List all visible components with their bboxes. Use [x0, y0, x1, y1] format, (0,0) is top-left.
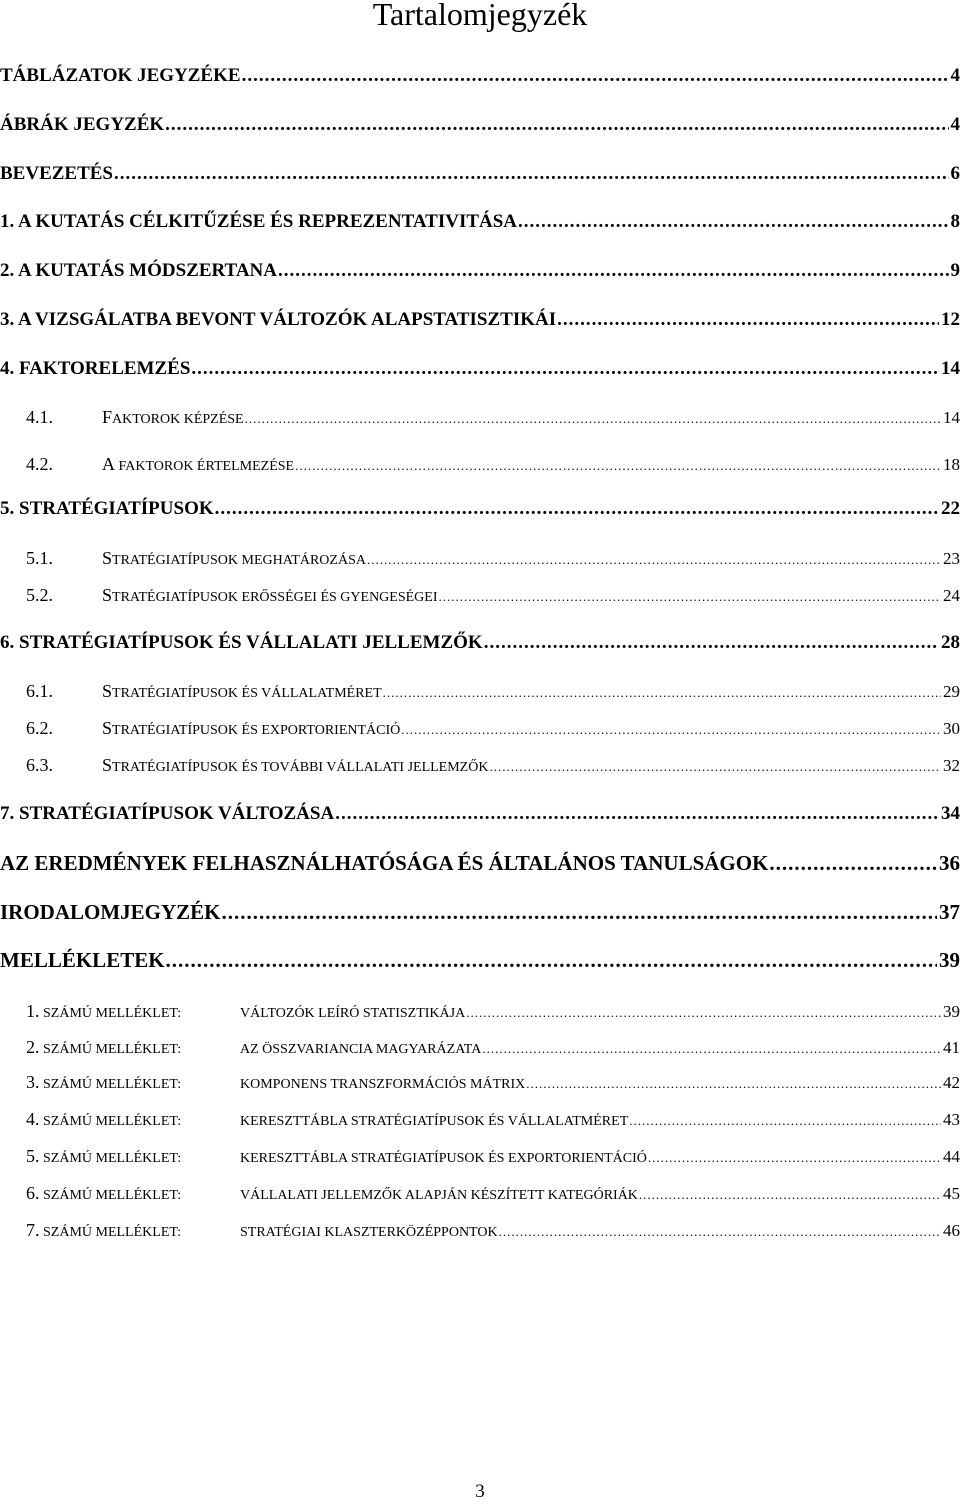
- section-number: 6.2.: [26, 718, 53, 738]
- toc-page-number: 24: [943, 586, 960, 605]
- dot-leader: [295, 454, 941, 478]
- toc-page-number: 14: [941, 358, 960, 379]
- toc-page-number: 39: [939, 948, 960, 972]
- toc-entry-label: [0, 999, 466, 1026]
- toc-entry-chapter-1[interactable]: [0, 210, 960, 234]
- dot-leader: [191, 357, 939, 381]
- toc-entry-label: MELLÉKLETEK: [0, 948, 165, 972]
- annex-index: 2.: [26, 1037, 40, 1057]
- toc-entry-chapter-7[interactable]: [0, 802, 960, 826]
- annex-title: KOMPONENS TRANSZFORMÁCIÓS MÁTRIX: [240, 1077, 526, 1092]
- toc-entry-section-6-2[interactable]: [0, 716, 960, 743]
- toc-page-number: 23: [943, 549, 960, 568]
- dot-leader: [245, 407, 941, 431]
- annex-prefix: SZÁMÚ MELLÉKLET:: [39, 1225, 182, 1240]
- annex-number: [0, 1144, 240, 1171]
- toc-entry-label: 7. STRATÉGIATÍPUSOK VÁLTOZÁSA: [0, 803, 335, 824]
- toc-entry-chapter-3[interactable]: [0, 308, 960, 332]
- toc-entry-label: [0, 583, 439, 610]
- toc-page-number: 4: [950, 114, 960, 135]
- toc-page-number: 46: [943, 1221, 960, 1240]
- toc-annex-7[interactable]: [0, 1218, 960, 1245]
- toc-page-number: 9: [950, 260, 960, 281]
- toc-entry-label: 6. STRATÉGIATÍPUSOK ÉS VÁLLALATI JELLEMZŐK: [0, 632, 483, 653]
- toc-entry-section-4-1[interactable]: [0, 405, 960, 432]
- annex-number: [0, 999, 240, 1026]
- annex-number: [0, 1181, 240, 1208]
- toc-page-number: 45: [943, 1184, 960, 1203]
- initial-cap: S: [102, 548, 113, 568]
- annex-prefix: SZÁMÚ MELLÉKLET:: [39, 1114, 182, 1129]
- annex-title: STRATÉGIAI KLASZTERKÖZÉPPONTOK: [240, 1225, 498, 1240]
- toc-annex-3[interactable]: [0, 1070, 960, 1097]
- toc-entry-label: [0, 1181, 639, 1208]
- toc-page-number: 6: [950, 163, 960, 184]
- annex-index: 4.: [26, 1109, 40, 1129]
- toc-page-number: 29: [943, 682, 960, 701]
- annex-prefix: SZÁMÚ MELLÉKLET:: [39, 1151, 182, 1166]
- dot-leader: [526, 1072, 941, 1096]
- toc-page-number: 32: [943, 756, 960, 775]
- dot-leader: [367, 548, 941, 572]
- toc-entry-label: ÁBRÁK JEGYZÉK: [0, 114, 165, 135]
- dot-leader: [482, 1037, 941, 1061]
- toc-page-number: 42: [943, 1073, 960, 1092]
- initial-cap: S: [102, 585, 113, 605]
- toc-entry-section-5-1[interactable]: [0, 546, 960, 573]
- toc-annex-2[interactable]: [0, 1035, 960, 1062]
- toc-annex-1[interactable]: [0, 999, 960, 1026]
- annex-index: 6.: [26, 1183, 40, 1203]
- page-title: Tartalomjegyzék: [372, 0, 588, 32]
- annex-title: AZ ÖSSZVARIANCIA MAGYARÁZATA: [240, 1042, 482, 1057]
- toc-entry-label: [0, 452, 295, 479]
- toc-page-number: 43: [943, 1110, 960, 1129]
- annex-title: KERESZTTÁBLA STRATÉGIATÍPUSOK ÉS VÁLLALATMÉRET: [240, 1114, 629, 1129]
- section-number: 5.1.: [26, 548, 53, 568]
- toc-entry-label: [0, 405, 245, 432]
- toc-entry-label: [0, 716, 401, 743]
- annex-index: 5.: [26, 1146, 40, 1166]
- toc-entry-section-6-3[interactable]: [0, 753, 960, 780]
- dot-leader: [639, 1183, 941, 1207]
- dot-leader: [557, 308, 939, 332]
- small-caps-text: TRATÉGIATÍPUSOK MEGHATÁROZÁSA: [112, 553, 366, 568]
- dot-leader: [335, 802, 939, 826]
- toc-page-number: 28: [941, 632, 960, 653]
- toc-entry-chapter-5[interactable]: [0, 497, 960, 521]
- annex-number: [0, 1107, 240, 1134]
- small-caps-text: TRATÉGIATÍPUSOK ÉS VÁLLALATMÉRET: [112, 686, 382, 701]
- annex-prefix: SZÁMÚ MELLÉKLET:: [39, 1077, 182, 1092]
- initial-cap: F: [102, 407, 113, 427]
- dot-leader: [166, 947, 937, 973]
- toc-entry-irodalomjegyzek[interactable]: [0, 899, 960, 925]
- toc-entry-abrak[interactable]: [0, 113, 960, 137]
- toc-entry-chapter-4[interactable]: [0, 357, 960, 381]
- annex-index: 1.: [26, 1001, 40, 1021]
- annex-title: VÁLLALATI JELLEMZŐK ALAPJÁN KÉSZÍTETT KATEGÓRIÁK: [240, 1188, 638, 1203]
- initial-cap: A: [102, 454, 115, 474]
- toc-entry-label: [0, 1218, 499, 1245]
- toc-entry-chapter-6[interactable]: [0, 631, 960, 655]
- annex-index: 7.: [26, 1220, 40, 1240]
- toc-entry-label: [0, 679, 383, 706]
- small-caps-text: TRATÉGIATÍPUSOK ÉS TOVÁBBI VÁLLALATI JELLEMZŐK: [112, 760, 489, 775]
- section-number: 5.2.: [26, 585, 53, 605]
- annex-prefix: SZÁMÚ MELLÉKLET:: [39, 1006, 182, 1021]
- initial-cap: S: [102, 681, 113, 701]
- dot-leader: [629, 1109, 941, 1133]
- toc-entry-label: 1. A KUTATÁS CÉLKITŰZÉSE ÉS REPREZENTATIVITÁSA: [0, 211, 518, 232]
- small-caps-text: TRATÉGIATÍPUSOK ERŐSSÉGEI ÉS GYENGESÉGEI: [112, 590, 438, 605]
- dot-leader: [499, 1220, 941, 1244]
- dot-leader: [401, 718, 941, 742]
- toc-entry-label: 5. STRATÉGIATÍPUSOK: [0, 498, 214, 519]
- small-caps-text: TRATÉGIATÍPUSOK ÉS EXPORTORIENTÁCIÓ: [112, 723, 401, 738]
- dot-leader: [383, 681, 941, 705]
- toc-entry-chapter-2[interactable]: [0, 259, 960, 283]
- small-caps-text: AKTOROK KÉPZÉSE: [112, 412, 244, 427]
- toc-entry-label: TÁBLÁZATOK JEGYZÉKE: [0, 65, 241, 86]
- annex-number: [0, 1035, 240, 1062]
- toc-page-number: 4: [950, 65, 960, 86]
- toc-page-number: 34: [941, 803, 960, 824]
- small-caps-text: FAKTOROK ÉRTELMEZÉSE: [115, 459, 295, 474]
- toc-entry-mellekletek[interactable]: [0, 947, 960, 973]
- toc-page-number: 12: [941, 309, 960, 330]
- annex-title: VÁLTOZÓK LEÍRÓ STATISZTIKÁJA: [240, 1006, 466, 1021]
- toc-entry-section-4-2[interactable]: [0, 452, 960, 479]
- toc-entry-label: 4. FAKTORELEMZÉS: [0, 358, 191, 379]
- toc-page-number: 39: [943, 1002, 960, 1021]
- dot-leader: [518, 210, 948, 234]
- annex-title: KERESZTTÁBLA STRATÉGIATÍPUSOK ÉS EXPORTORIENTÁCIÓ: [240, 1151, 647, 1166]
- toc-entry-label: [0, 1035, 482, 1062]
- annex-prefix: SZÁMÚ MELLÉKLET:: [39, 1188, 182, 1203]
- dot-leader: [215, 497, 939, 521]
- initial-cap: S: [102, 718, 113, 738]
- toc-annex-4[interactable]: [0, 1107, 960, 1134]
- dot-leader: [484, 631, 939, 655]
- toc-entry-label: 3. A VIZSGÁLATBA BEVONT VÁLTOZÓK ALAPSTATISZTIKÁI: [0, 309, 557, 330]
- dot-leader: [165, 113, 948, 137]
- annex-index: 3.: [26, 1072, 40, 1092]
- initial-cap: S: [102, 755, 113, 775]
- toc-entry-label: 2. A KUTATÁS MÓDSZERTANA: [0, 260, 277, 281]
- dot-leader: [466, 1001, 941, 1025]
- toc-page-number: 37: [939, 900, 960, 924]
- toc-page-number: 22: [941, 498, 960, 519]
- toc-entry-label: [0, 1070, 526, 1097]
- dot-leader: [489, 755, 941, 779]
- annex-number: [0, 1070, 240, 1097]
- toc-page-number: 41: [943, 1038, 960, 1057]
- toc-entry-label: BEVEZETÉS: [0, 163, 113, 184]
- toc-entry-label: [0, 1107, 629, 1134]
- annex-number: [0, 1218, 240, 1245]
- toc-page-number: 36: [939, 851, 960, 875]
- page-number: 3: [475, 1481, 485, 1502]
- toc-page-number: 30: [943, 719, 960, 738]
- dot-leader: [648, 1146, 941, 1170]
- toc-entry-section-6-1[interactable]: [0, 679, 960, 706]
- dot-leader: [222, 899, 937, 925]
- toc-entry-label: [0, 546, 367, 573]
- toc-entry-label: [0, 753, 489, 780]
- toc-entry-section-5-2[interactable]: [0, 583, 960, 610]
- dot-leader: [114, 162, 949, 186]
- dot-leader: [439, 585, 941, 609]
- toc-page-number: 18: [943, 455, 960, 474]
- toc-entry-label: IRODALOMJEGYZÉK: [0, 900, 221, 924]
- section-number: 4.1.: [26, 407, 53, 427]
- toc-entry-bevezetes[interactable]: [0, 162, 960, 186]
- toc-entry-label: [0, 1144, 648, 1171]
- section-number: 6.1.: [26, 681, 53, 701]
- toc-page-number: 44: [943, 1147, 960, 1166]
- toc-entry-label: AZ EREDMÉNYEK FELHASZNÁLHATÓSÁGA ÉS ÁLTALÁNOS TANULSÁGOK: [0, 851, 769, 875]
- section-number: 4.2.: [26, 454, 53, 474]
- toc-page-number: 14: [943, 408, 960, 427]
- toc-page-number: 8: [950, 211, 960, 232]
- dot-leader: [242, 64, 949, 88]
- toc-entry-eredmenyek[interactable]: [0, 850, 960, 876]
- annex-prefix: SZÁMÚ MELLÉKLET:: [39, 1042, 182, 1057]
- dot-leader: [769, 850, 937, 876]
- toc-annex-6[interactable]: [0, 1181, 960, 1208]
- toc-annex-5[interactable]: [0, 1144, 960, 1171]
- dot-leader: [278, 259, 949, 283]
- toc-entry-tablazatok[interactable]: [0, 64, 960, 88]
- section-number: 6.3.: [26, 755, 53, 775]
